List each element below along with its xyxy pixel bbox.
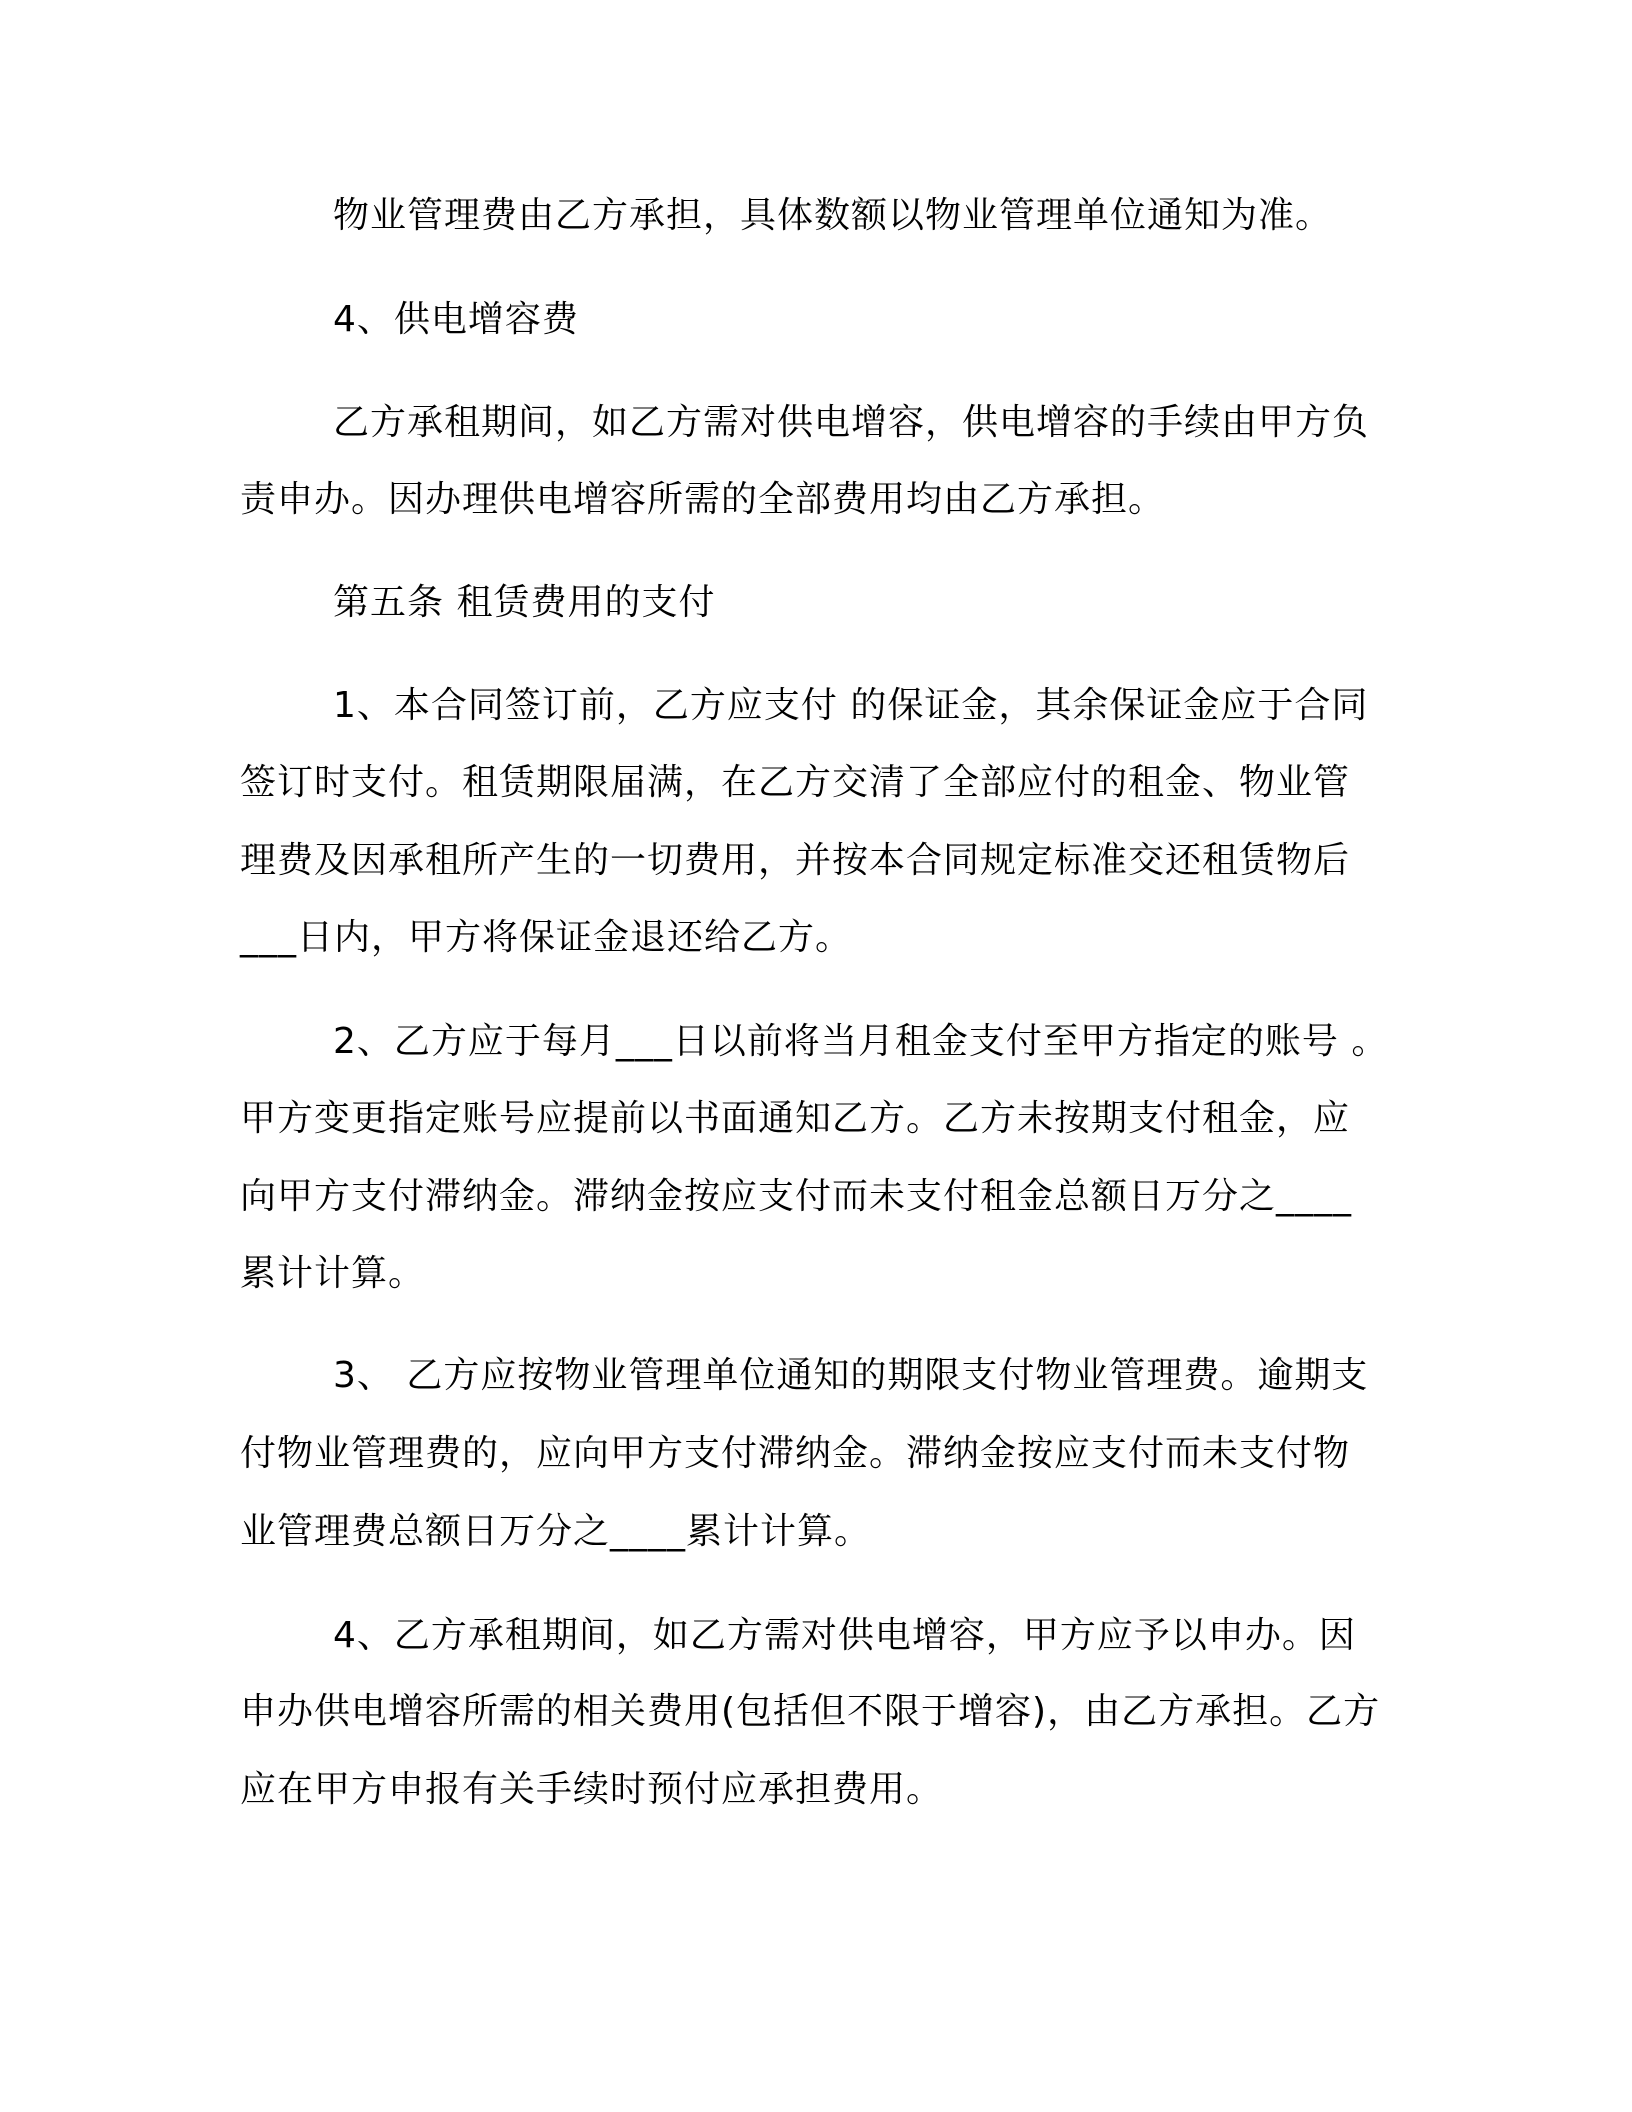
paragraph-line: 2、乙方应于每月___日以前将当月租金支付至甲方指定的账号 。 <box>333 1021 1389 1062</box>
paragraph-line: 乙方承租期间，如乙方需对供电增容，供电增容的手续由甲方负 <box>333 402 1370 443</box>
paragraph-line: 签订时支付。租赁期限届满，在乙方交清了全部应付的租金、物业管 <box>240 762 1351 803</box>
paragraph-line: 甲方变更指定账号应提前以书面通知乙方。乙方未按期支付租金，应 <box>240 1098 1351 1139</box>
paragraph-line: ___日内，甲方将保证金退还给乙方。 <box>240 917 853 958</box>
paragraph-line: 业管理费总额日万分之____累计计算。 <box>240 1511 872 1552</box>
paragraph-line: 付物业管理费的，应向甲方支付滞纳金。滞纳金按应支付而未支付物 <box>240 1433 1351 1474</box>
section-heading: 4、供电增容费 <box>333 299 579 340</box>
paragraph-line: 应在甲方申报有关手续时预付应承担费用。 <box>240 1769 944 1810</box>
paragraph-line: 物业管理费由乙方承担，具体数额以物业管理单位通知为准。 <box>333 195 1333 236</box>
paragraph-line: 理费及因承租所产生的一切费用，并按本合同规定标准交还租赁物后 <box>240 840 1351 881</box>
paragraph-line: 3、 乙方应按物业管理单位通知的期限支付物业管理费。逾期支 <box>333 1355 1369 1396</box>
paragraph-line: 4、乙方承租期间，如乙方需对供电增容，甲方应予以申办。因 <box>333 1615 1356 1656</box>
paragraph-line: 1、本合同签订前，乙方应支付 的保证金，其余保证金应于合同 <box>333 685 1369 726</box>
paragraph-line: 向甲方支付滞纳金。滞纳金按应支付而未支付租金总额日万分之____ <box>240 1176 1353 1217</box>
paragraph-line: 累计计算。 <box>240 1253 426 1294</box>
paragraph-line: 责申办。因办理供电增容所需的全部费用均由乙方承担。 <box>240 479 1166 520</box>
paragraph-line: 申办供电增容所需的相关费用(包括但不限于增容)，由乙方承担。乙方 <box>240 1691 1381 1732</box>
article-heading: 第五条 租赁费用的支付 <box>333 582 716 623</box>
